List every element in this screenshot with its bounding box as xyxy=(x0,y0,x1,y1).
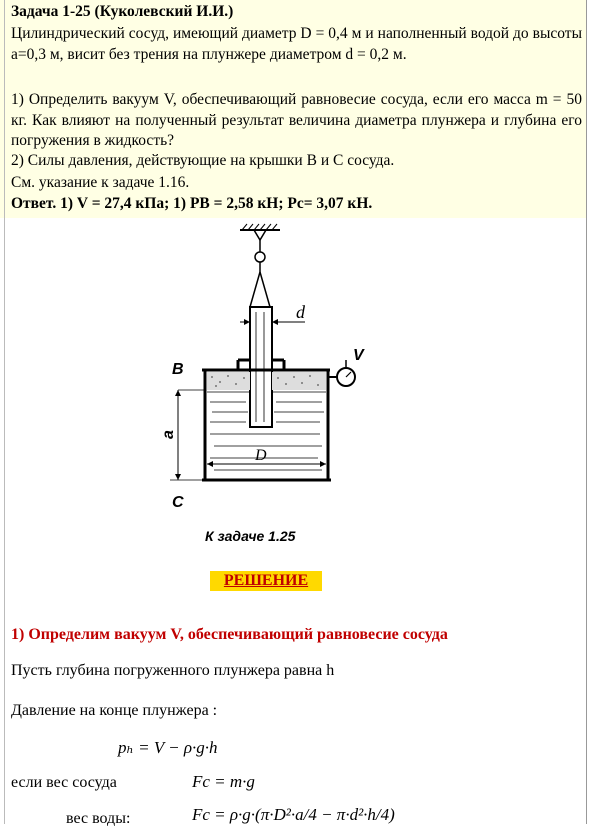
task-reference: См. указание к задаче 1.16. xyxy=(11,174,190,191)
page-edge-left xyxy=(4,0,5,824)
task-question-2: 2) Силы давления, действующие на крышки В и С сосуда. xyxy=(11,152,395,169)
solution-paragraph-1: Пусть глубина погруженного плунжера равна h xyxy=(11,662,335,679)
task-condition: Цилиндрический сосуд, имеющий диаметр D = 0,4 м и наполненный водой до высоты а=0,3 м, висит без трения на плунжере диаметром d = 0,2 м. xyxy=(11,25,582,63)
formula-plunger-pressure: pₕ = V − ρ·g·h xyxy=(118,738,218,757)
task-title: Задача 1-25 (Куколевский И.И.) xyxy=(11,3,234,20)
task-question-1: 1) Определить вакуум V, обеспечивающий равновесие сосуда, если его масса m = 50 кг. Как влияют на полученный результат величина диаметра плунжера и глубина его погружения в жидкость? xyxy=(11,91,582,149)
label-V: V xyxy=(353,347,364,364)
label-d: d xyxy=(296,302,305,322)
label-D: D xyxy=(255,447,267,464)
vessel-figure xyxy=(150,222,370,552)
formula-water-weight: Fс = ρ·g·(π·D²·a/4 − π·d²·h/4) xyxy=(192,805,395,824)
solution-paragraph-3: если вес сосуда xyxy=(11,774,117,791)
solution-paragraph-4: вес воды: xyxy=(66,810,131,827)
page-edge-right xyxy=(586,0,587,824)
figure-caption: К задаче 1.25 xyxy=(205,528,296,544)
solution-paragraph-2: Давление на конце плунжера : xyxy=(11,702,218,719)
formula-vessel-weight: Fc = m·g xyxy=(192,772,255,791)
section-heading-1: 1) Определим вакуум V, обеспечивающий равновесие сосуда xyxy=(11,626,448,643)
task-answer: Ответ. 1) V = 27,4 кПа; 1) PB = 2,58 кН; Pc= 3,07 кН. xyxy=(11,195,373,212)
solution-badge: РЕШЕНИЕ xyxy=(210,571,322,591)
label-a: a xyxy=(160,430,177,439)
label-C: C xyxy=(172,494,184,511)
label-B: B xyxy=(172,361,184,378)
